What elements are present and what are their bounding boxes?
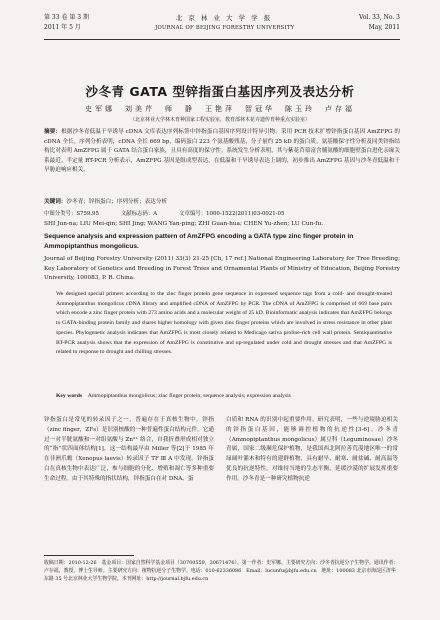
volume-issue-en: Vol. 33, No. 3: [359, 14, 400, 21]
citation-affiliation-en: Journal of Beijing Forestry University (2011) 33(3) 21-25 [Ch, 17 ref.] National Engineering Laboratory for Tree Breeding; Key Laboratory of Genetics and Breeding in Forest Trees and Ornamental Plants of Ministry of Education, Beijing Forestry University, 100083, P. R. China.: [44, 256, 400, 282]
date-en: May, 2011: [368, 24, 400, 31]
abstract-cn: [44, 128, 400, 176]
running-header: [44, 13, 400, 43]
keywords-en-text: Ammopiptanthus mongolicus; zinc finger protein; sequence analysis; expression analysis: [87, 393, 291, 399]
article-number: 文章编号：1000-1522(2011)03-0021-05: [179, 211, 285, 217]
keywords-cn: [44, 198, 400, 208]
keywords-en-label: Key words: [56, 393, 83, 399]
volume-issue-cn: 第 33 卷 第 3 期: [44, 14, 89, 21]
authors-cn: 史军娜 刘美芹 师 静 王艳萍 智冠华 陈玉玲 卢存福: [85, 105, 355, 113]
footnote: 收稿日期：2010-12-26 基金项目：国家自然科学基金项目（30700559，30671476）。第一作者：史军娜。主要研究方向：沙冬青抗逆分子生物学。通讯作者：卢存福，教授，博士生导师。主要研究方向：植物抗逆分子生物学。电话：010-62336086 Email：lucunfu@bjfu.edu.cn 地址：100083 北京市海淀区清华东路 35 号北京林业大学生物学院。本刊网址：http://journal.bjfu.edu.cn: [44, 560, 399, 582]
journal-name-en: JOURNAL OF BEIJING FORESTRY UNIVERSITY: [155, 25, 295, 31]
abstract-cn-text: 根据沙冬青低温干旱诱导 cDNA 文库表达序列标签中锌指蛋白基因序列设计特异引物，采用 PCR 技术扩增锌指蛋白基因 AmZFPG 的 cDNA 全长。序列分析表明，cDNA 全长 669 bp，编码蛋白 223 个氨基酸残基，分子量约 25 kD 的蛋白质。氨基酸保守性分析及同类锌指结构比对表明 AmZFPG 属于 GATA 结合蛋白家族，且具有高度的保守性。系统发生分析表明，其与紫花苜蓿富含脯氨酸的细胞壁蛋白进化亲缘关系最近。半定量 RT-PCR 分析表示，AmZFPG 基因是组成型表达，在低温和干旱诱导表达上调的，初步推出 AmZFPG 基因与沙冬青低温和干旱胁迫响应相关。: [44, 129, 400, 174]
keywords-label: 关键词：: [44, 199, 67, 205]
article-title-cn: 沙冬青 GATA 型锌指蛋白基因序列及表达分析: [85, 84, 355, 99]
footnote-rule: [44, 555, 134, 556]
abstract-en: We designed special primers according to the zinc finger protein gene sequence in expressed sequence tags from a cold- and drought-treated Ammopiptanthus mongolicus cDNA library and amplified cDNA of AmZFPG by PCR. The cDNA of AmZFPG is comprised of 669 base pairs which encode a zinc finger protein with 273 amino acids and a molecular weight of 25 kD. Bioinformatic analysis indicates that AmZFPG belongs to GATA-binding protein family and shares higher homology with given zinc finger proteins which are involved in stress resistance in other plant species. Phylogenetic analysis indicates that AmZFPG is most closely related to Medicago sativa proline-rich cell wall protein. Semiquantitative RT-PCR analysis shows that the expression of AmZFPG is constitutive and up-regulated under cold and drought stresses and that AmZFPG is related to response to drought and chilling stresses.: [56, 291, 392, 356]
affiliation-cn: （北京林业大学林木育种国家工程实验室，教育部林木花卉遗传育种重点实验室）: [129, 117, 310, 123]
abstract-label: 摘要：: [44, 129, 62, 135]
article-title-en: Sequence analysis and expression pattern of AmZFPG encoding a GATA type zinc finger protein in Ammopiptanthus mongolicus.: [44, 233, 354, 250]
keywords-en: [56, 392, 392, 402]
body-column-right: 白质和 RNA 的识别中起重要作用。研究表明，一些与逆境胁迫相关的锌指蛋白基因，能够调控植物的抗逆性[3-6]。沙冬青（Ammopiptanthus mongolicus）属豆科（Leguminosae）沙冬青属，国家二级濒危保护植物，是我国西北阿拉善荒漠地区唯一的常绿阔叶灌木和特有的建群植物，具有耐旱、耐寒、耐盐碱、耐高温等优良的抗逆特性，对维持当地的生态平衡，延缓沙漠的扩展发挥重要作用。沙冬青是一种研究植物抗逆: [226, 417, 398, 482]
classification-line: [44, 209, 400, 217]
clc-number: 中图分类号：S759.95: [44, 211, 99, 217]
authors-en: SHI Jun-na; LIU Mei-qin; SHI Jing; WANG Yan-ping; ZHI Guan-hua; CHEN Yu-zhen; LU Cun-fu.: [44, 221, 324, 227]
header-rule: [44, 39, 400, 40]
journal-name-cn: 北 京 林 业 大 学 学 报: [175, 14, 273, 22]
keywords-cn-text: 沙冬青；锌指蛋白；序列分析；表达分析: [66, 199, 168, 205]
body-column-left: 锌指蛋白是常见的转录因子之一，普遍存在于真核生物中。锌指（zinc finger，ZFs）是识别核酸的一种普遍性蛋白结构元件，它通过一对半胱氨酸和一对组氨酸与 Zn²⁺ 络合，自我折叠形成相对独立的“指”状四面体结构[1]，这一结构最早由 Miller 等[2]于 1985 年在非洲爪蟾（Xenopus laevis）转录因子 TF Ⅲ A 中发现。锌指蛋白在真核生物中表达广泛，参与细胞的分化、增殖和凋亡等多种重要生命过程。由于其特殊的指状结构，锌指蛋白在对 DNA、蛋: [44, 417, 214, 482]
date-cn: 2011 年 5 月: [44, 24, 81, 31]
document-code: 文献标志码：A: [120, 211, 158, 217]
